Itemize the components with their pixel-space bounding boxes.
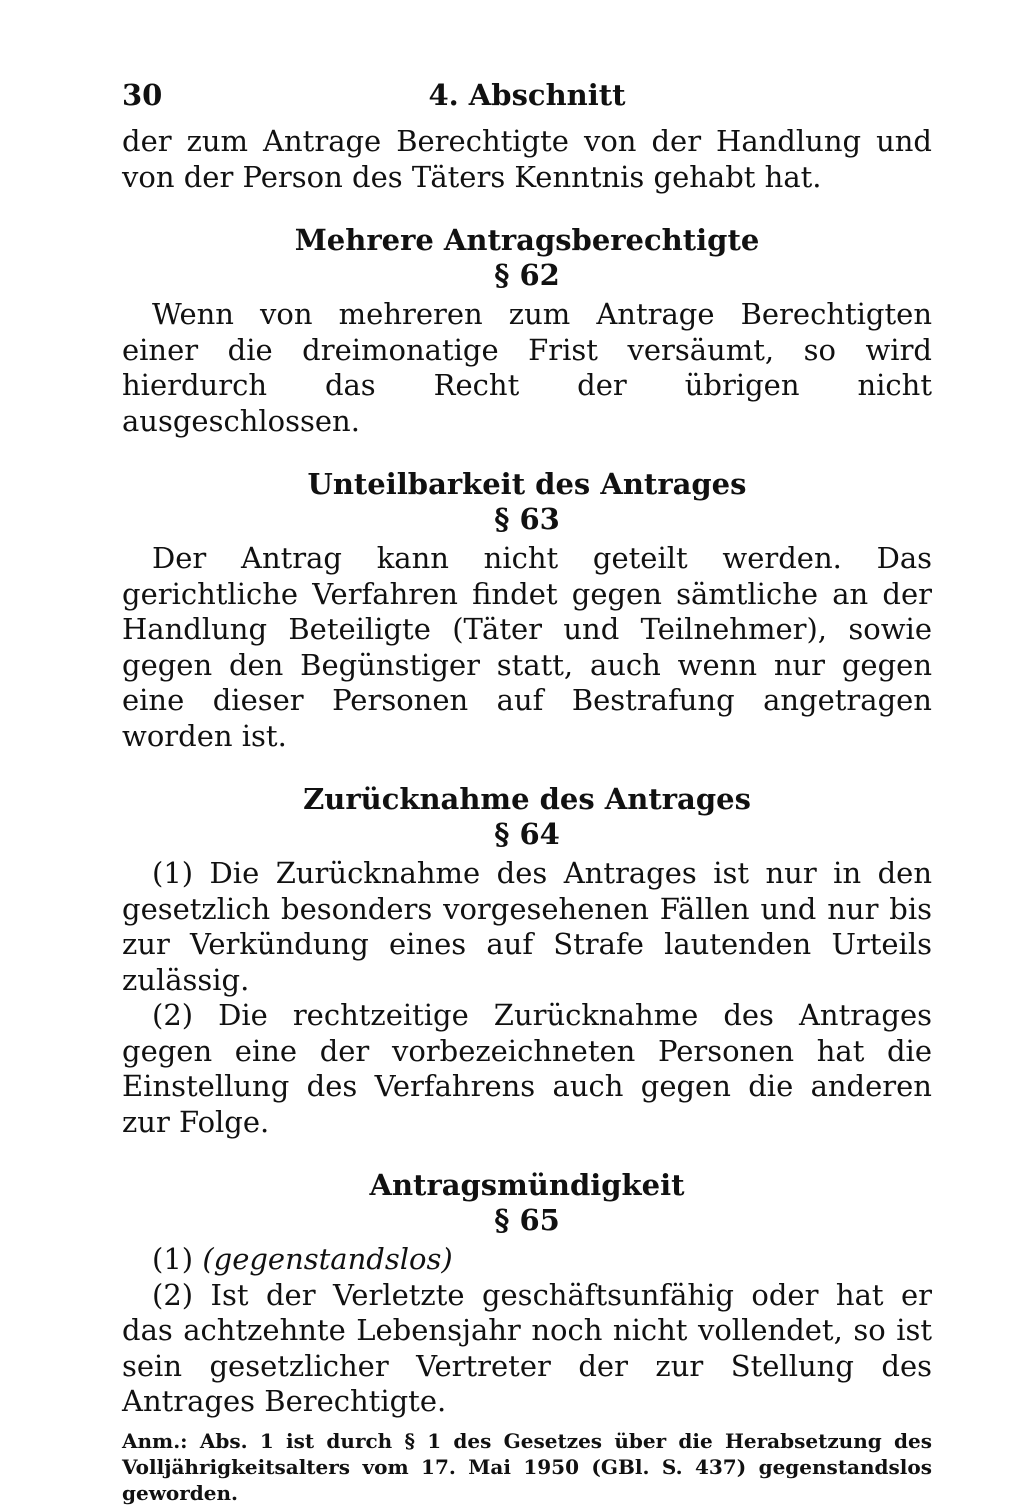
section-63-title: Unteilbarkeit des Antrages	[307, 467, 747, 501]
section-64-number: § 64	[494, 817, 560, 851]
section-64-title: Zurücknahme des Antrages	[303, 782, 751, 816]
section-62-title: Mehrere Antragsberechtigte	[294, 223, 760, 257]
section-63-number: § 63	[494, 502, 560, 536]
section-64-paragraph-2: (2) Die rechtzeitige Zurücknahme des Antrages gegen eine der vorbezeichneten Personen hat die Einstellung des Verfahrens auch gegen die anderen zur Folge.	[122, 998, 932, 1139]
section-62-number: § 62	[494, 258, 560, 292]
section-65-number: § 65	[494, 1203, 560, 1237]
section-62-text: Wenn von mehreren zum Antrage Berechtigten einer die dreimonatige Frist versäumt, so wird hierdurch das Recht der übrigen nicht ausgeschlossen.	[122, 297, 932, 438]
section-65-paragraph-1	[122, 1242, 932, 1278]
page-number: 30	[122, 78, 163, 112]
section-65-paragraph-1-text: (gegenstandslos)	[202, 1242, 453, 1276]
section-label: 4. Abschnitt	[428, 78, 626, 112]
section-65-title: Antragsmündigkeit	[369, 1168, 685, 1202]
section-65-paragraph-2: (2) Ist der Verletzte geschäftsunfähig oder hat er das achtzehnte Lebensjahr noch nicht vollendet, so ist sein gesetzlicher Vertreter der zur Stellung des Antrages Berechtigte.	[122, 1277, 932, 1418]
section-65-paragraph-1-number: (1)	[152, 1242, 194, 1276]
page	[122, 78, 932, 1506]
section-64-paragraph-1: (1) Die Zurücknahme des Antrages ist nur in den gesetzlich besonders vorgesehenen Fällen und nur bis zur Verkündung eines auf Strafe lautenden Urteils zulässig.	[122, 856, 932, 997]
section-63-text: Der Antrag kann nicht geteilt werden. Das gerichtliche Verfahren findet gegen sämtliche an der Handlung Beteiligte (Täter und Teilnehmer), sowie gegen den Begünstiger statt, auch wenn nur gegen eine dieser Personen auf Bestrafung angetragen worden ist.	[122, 541, 932, 753]
running-head	[122, 78, 932, 124]
footnote-annotation: Anm.: Abs. 1 ist durch § 1 des Gesetzes über die Herabsetzung des Volljährigkeitsalters vom 17. Mai 1950 (GBl. S. 437) gegenstandslos geworden.	[122, 1428, 932, 1505]
intro-paragraph: der zum Antrage Berechtigte von der Handlung und von der Person des Täters Kenntnis gehabt hat.	[122, 124, 932, 194]
